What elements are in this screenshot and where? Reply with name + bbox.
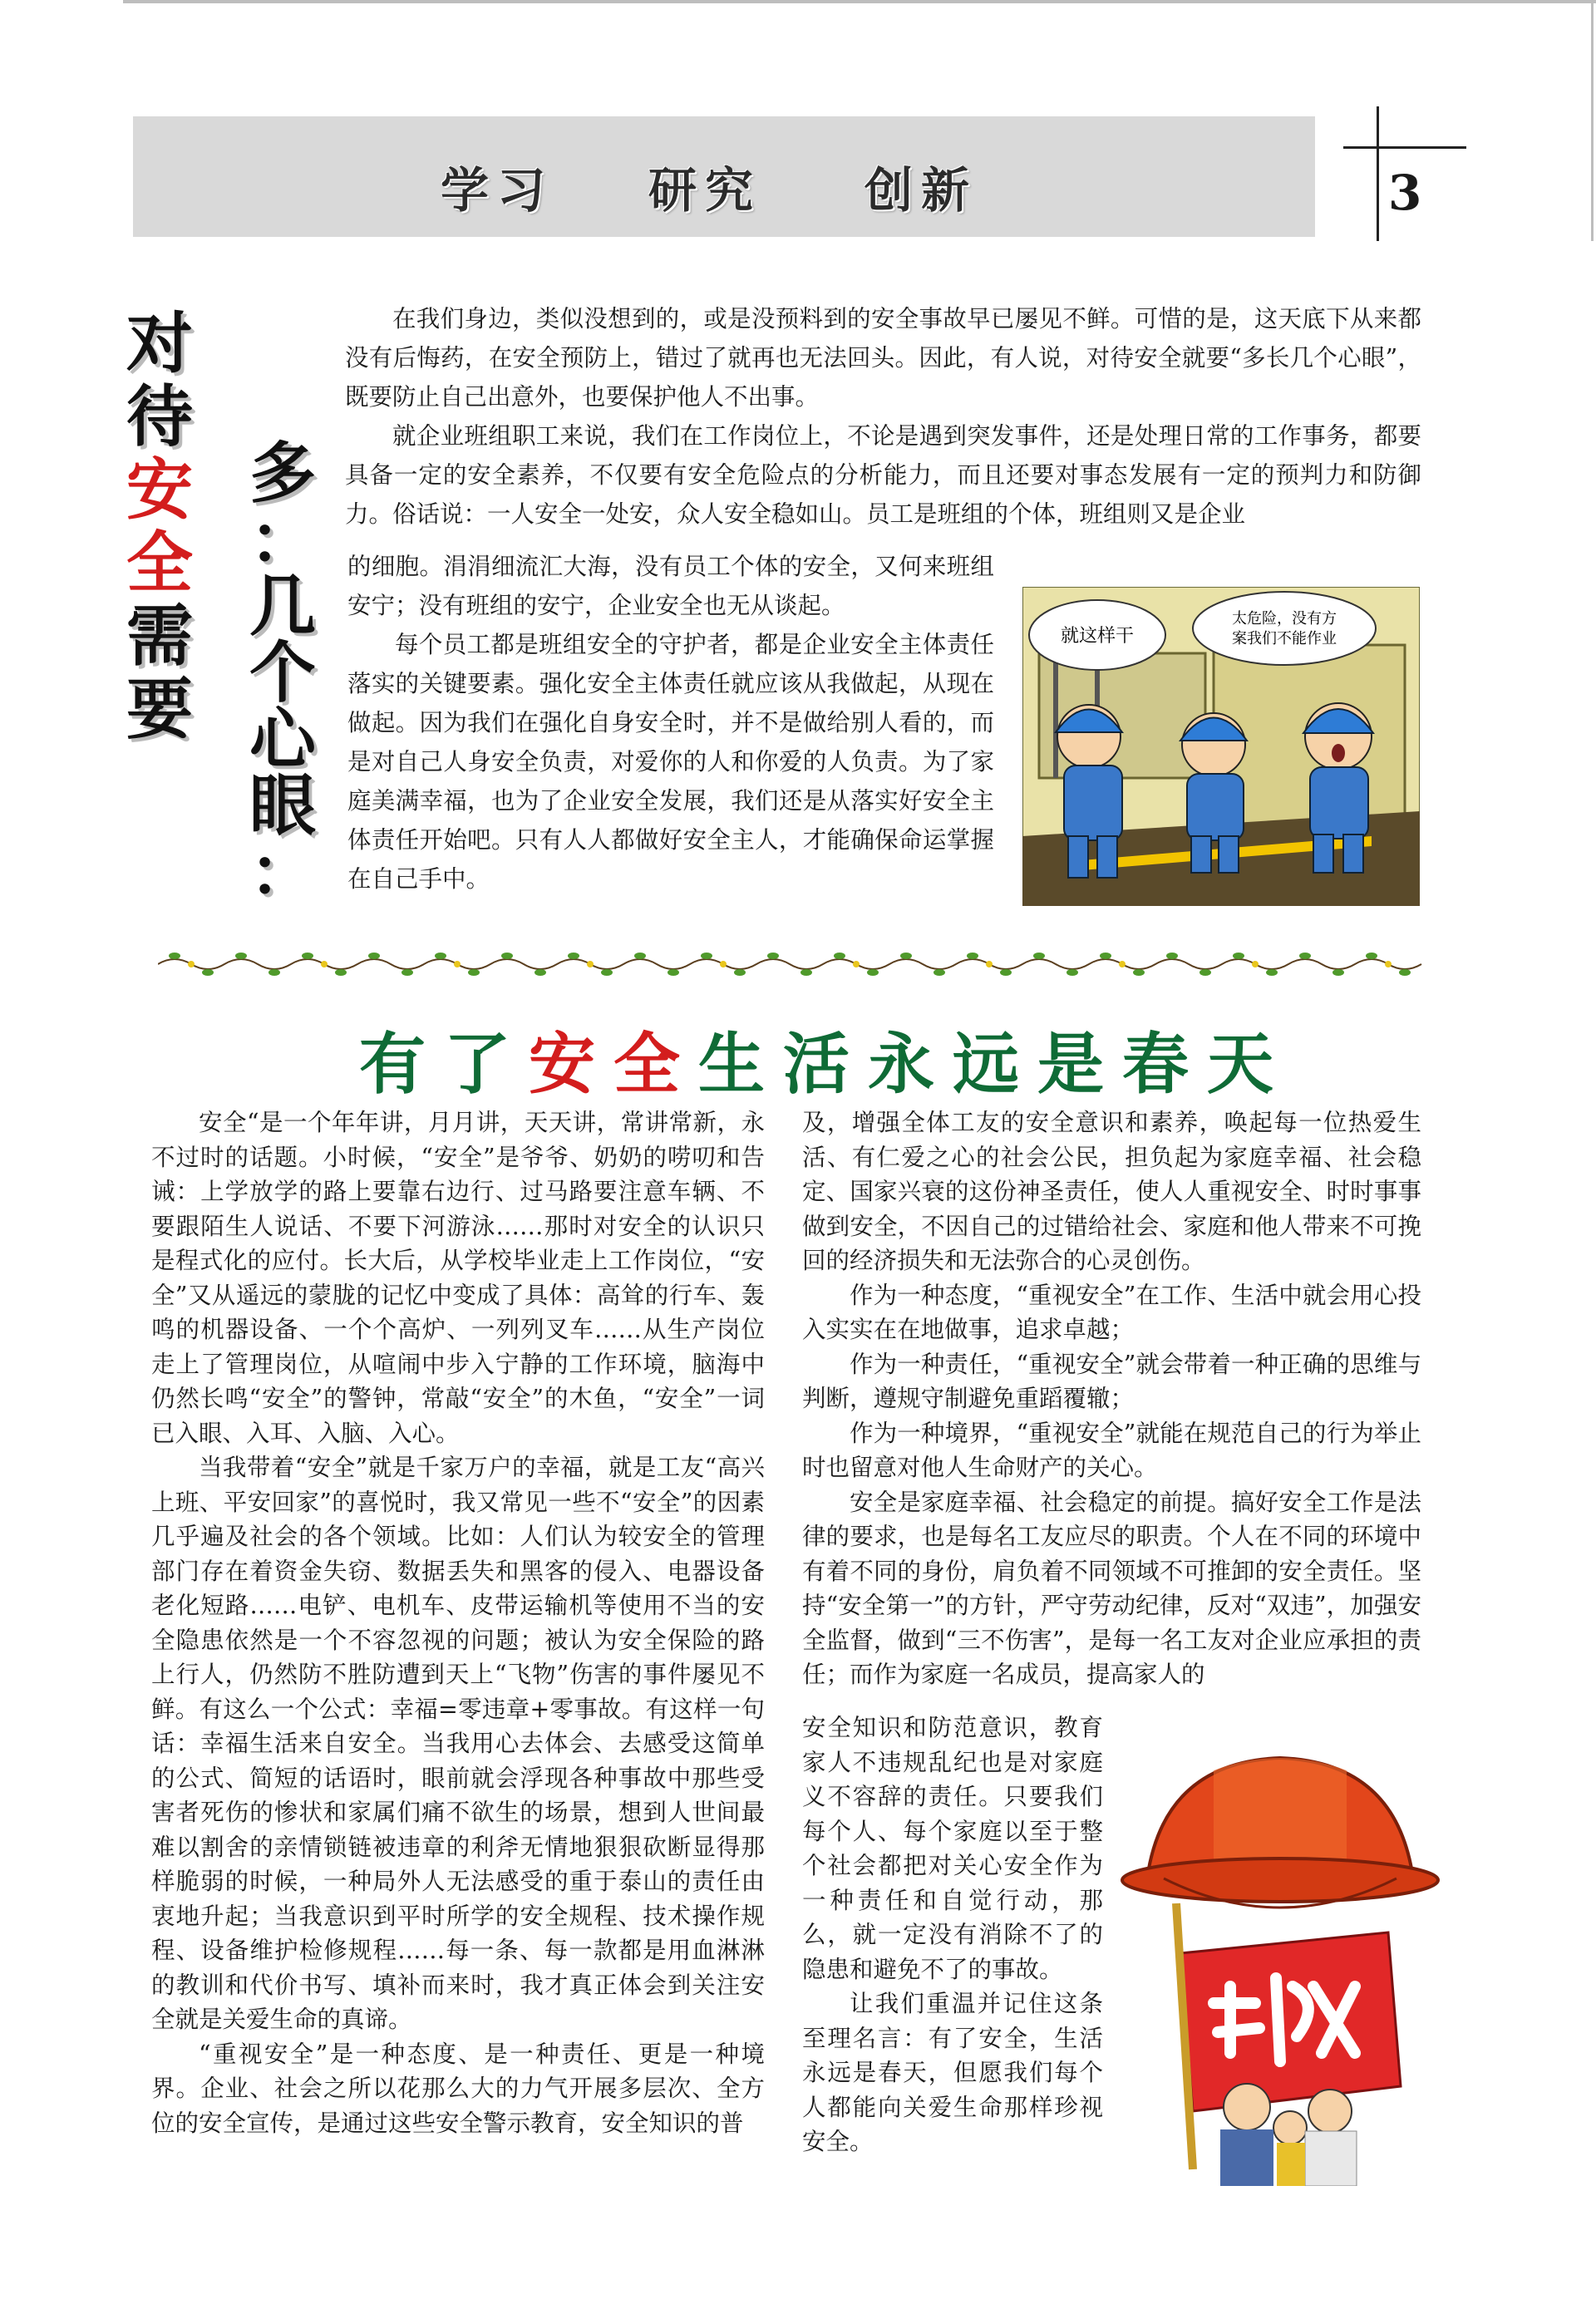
article1-body-bottom <box>347 547 994 898</box>
title-char: 个 <box>249 634 316 711</box>
article1-body-top <box>345 299 1421 534</box>
paragraph: 作为一种责任，“重视安全”就会带着一种正确的思维与判断，遵规守制避免重蹈覆辙； <box>802 1350 1421 1412</box>
bubble-left-text: 就这样干 <box>1060 626 1135 647</box>
paragraph: 让我们重温并记住这条至理名言：有了安全，生活永远是春天，但愿我们每个人都能向关爱生命那样珍视安全。 <box>802 1990 1103 2155</box>
title-char: 全 <box>126 524 193 602</box>
paragraph: 的细胞。涓涓细流汇大海，没有员工个体的安全，又何来班组安宁；没有班组的安宁，企业安全也无从谈起。 <box>347 553 994 619</box>
paragraph: 作为一种态度，“重视安全”在工作、生活中就会用心投入实实在在地做事，追求卓越； <box>802 1281 1421 1343</box>
page-mark-horizontal <box>1343 146 1466 149</box>
title-char: 眼 <box>249 767 316 844</box>
right-rule <box>1591 0 1594 241</box>
paragraph: 在我们身边，类似没想到的，或是没预料到的安全事故早已屡见不鲜。可惜的是，这天底下从来都没有后悔药，在安全预防上，错过了就再也无法回头。因此，有人说，对待安全就要“多长几个心眼”，既要防止自己出意外，也要保护他人不出事。 <box>345 305 1421 411</box>
title-part: 生活永远是春天 <box>698 1025 1292 1103</box>
title-char: 要 <box>126 671 193 748</box>
header-banner <box>133 116 1315 237</box>
title-char: 对 <box>126 305 193 382</box>
paragraph: “重视安全”是一种态度、是一种责任、更是一种境界。企业、社会之所以花那么大的力气开展多层次、全方位的安全宣传，是通过这些安全警示教育，安全知识的普 <box>151 2040 765 2137</box>
paragraph: 当我带着“安全”就是千家万户的幸福，就是工友“高兴上班、平安回家”的喜悦时，我又常见一些不“安全”的因素几乎遍及社会的各个领域。比如：人们认为较安全的管理部门存在着资金失窃、数据丢失和黑客的侵入、电器设备老化短路……电铲、电机车、皮带运输机等使用不当的安全隐患依然是一个不容忽视的问题；被认为安全保险的路上行人，仍然防不胜防遭到天上“飞物”伤害的事件屡见不鲜。有这么一个公式：幸福=零违章+零事故。有这样一句话：幸福生活来自安全。当我用心去体会、去感受这简单的公式、简短的话语时，眼前就会浮现各种事故中那些受害者死伤的惨状和家属们痛不欲生的场景，想到人世间最难以割舍的亲情锁链被违章的利斧无情地狠狠砍断显得那样脆弱的时候，一种局外人无法感受的重于泰山的责任由衷地升起；当我意识到平时所学的安全规程、技术操作规程、设备维护检修规程……每一条、每一款都是用血淋淋的教训和代价书写、填补而来时，我才真正体会到关注安全就是关爱生命的真谛。 <box>151 1454 765 2033</box>
title-part: 有了 <box>359 1025 529 1103</box>
banner-word-study: 学习 <box>441 162 554 219</box>
paragraph: 就企业班组职工来说，我们在工作岗位上，不论是遇到突发事件，还是处理日常的工作事务，都要具备一定的安全素养，不仅要有安全危险点的分析能力，而且还要对事态发展有一定的预判力和防御力。俗话说：一人安全一处安，众人安全稳如山。员工是班组的个体，班组则又是企业 <box>345 422 1421 528</box>
banner-word-research: 研究 <box>648 162 762 219</box>
title-char: ： <box>249 834 316 911</box>
title-char: 心 <box>249 701 316 778</box>
title-char: ： <box>249 501 316 578</box>
page-mark-vertical <box>1377 106 1379 241</box>
paragraph: 安全是家庭幸福、社会稳定的前提。搞好安全工作是法律的要求，也是每名工友应尽的职责。个人在不同的环境中有着不同的身份，肩负着不同领域不可推卸的安全责任。坚持“安全第一”的方针，严守劳动纪律，反对“双违”，加强安全监督，做到“三不伤害”，是每一名工友对企业应承担的责任；而作为家庭一名成员，提高家人的 <box>802 1488 1421 1688</box>
paragraph: 安全知识和防范意识，教育家人不违规乱纪也是对家庭义不容辞的责任。只要我们每个人、每个家庭以至于整个社会都把对关心安全作为一种责任和自觉行动，那么，就一定没有消除不了的隐患和避免不了的事故。 <box>802 1714 1103 1983</box>
article1-title-column1 <box>118 305 201 748</box>
paragraph: 每个员工都是班组安全的守护者，都是企业安全主体责任落实的关键要素。强化安全主体责任就应该从我做起，从现在做起。因为我们在强化自身安全时，并不是做给别人看的，而是对自己人身安全负责，对爱你的人和你爱的人负责。为了家庭美满幸福，也为了企业安全发展，我们还是从落实好安全主体责任开始吧。只有人人都做好安全主人，才能确保命运掌握在自己手中。 <box>347 631 994 893</box>
banner-word-innovate: 创新 <box>864 162 978 219</box>
title-char: 待 <box>126 378 193 455</box>
bubble-right-text-2: 案我们不能作业 <box>1232 630 1337 647</box>
title-char: 多 <box>249 435 316 512</box>
title-part-red: 安全 <box>529 1025 698 1103</box>
helmet-family-illustration <box>1114 1737 1446 2186</box>
article2-title <box>359 1011 1292 1103</box>
article2-right-column-bottom <box>802 1711 1103 2159</box>
paragraph: 及，增强全体工友的安全意识和素养，唤起每一位热爱生活、有仁爱之心的社会公民，担负起为家庭幸福、社会稳定、国家兴衰的这份神圣责任，使人人重视安全、时时事事做到安全，不因自己的过错给社会、家庭和他人带来不可挽回的经济损失和无法弥合的心灵创伤。 <box>802 1109 1421 1274</box>
paragraph: 安全“是一个年年讲，月月讲，天天讲，常讲常新，永不过时的话题。小时候，“安全”是爷爷、奶奶的唠叨和告诫：上学放学的路上要靠右边行、过马路要注意车辆、不要跟陌生人说话、不要下河游泳……那时对安全的认识只是程式化的应付。长大后，从学校毕业走上工作岗位，“安全”又从遥远的蒙胧的记忆中变成了具体：高耸的行车、轰鸣的机器设备、一个个高炉、一列列叉车……从生产岗位走上了管理岗位，从喧闹中步入宁静的工作环境，脑海中仍然长鸣“安全”的警钟，常敲“安全”的木鱼，“安全”一词已入眼、入耳、入脑、入心。 <box>151 1109 765 1447</box>
article2-left-column <box>151 1105 765 2140</box>
title-char: 几 <box>249 568 316 645</box>
vine-divider <box>158 948 1426 981</box>
page-number: 3 <box>1388 165 1422 221</box>
paragraph: 作为一种境界，“重视安全”就能在规范自己的行为举止时也留意对他人生命财产的关心。 <box>802 1419 1421 1481</box>
top-rule <box>123 0 1596 3</box>
bubble-right-text-1: 太危险，没有方 <box>1232 610 1337 628</box>
title-char: 安 <box>126 451 193 529</box>
article1-title-column2 <box>241 435 324 911</box>
workers-cartoon <box>1022 587 1420 906</box>
title-char: 需 <box>126 598 193 675</box>
article2-right-column-top <box>802 1105 1421 1692</box>
